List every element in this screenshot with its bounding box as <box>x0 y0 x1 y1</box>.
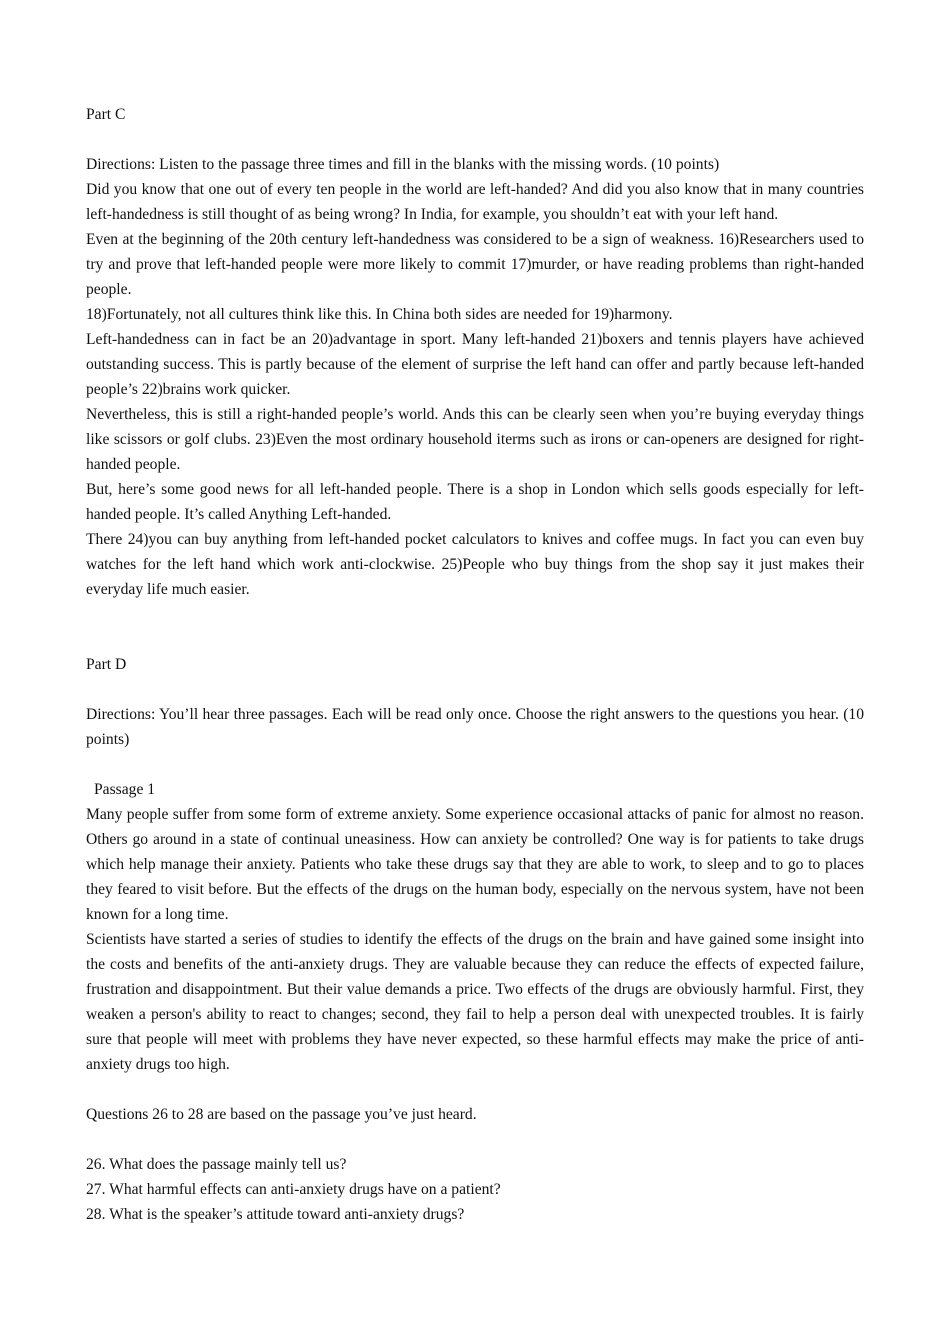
spacer <box>86 1127 864 1152</box>
spacer <box>86 602 864 652</box>
passage-1-paragraph: Many people suffer from some form of extreme anxiety. Some experience occasional attacks of panic for almost no reason. Others go around in a state of continual uneasiness. How can anxiety be controlled? One way is for patients to take drugs which help manage their anxiety. Patients who take these drugs say that they are able to work, to sleep and to go to places they feared to visit before. But the effects of the drugs on the human body, especially on the nervous system, have not been known for a long time. <box>86 806 864 923</box>
passage-1-title: Passage 1 <box>94 781 156 798</box>
part-c-paragraph: Did you know that one out of every ten people in the world are left-handed? And did you also know that in many countries left-handedness is still thought of as being wrong? In India, for example, you shouldn’t eat with your left hand. <box>86 181 864 223</box>
part-c-heading: Part C <box>86 106 126 123</box>
passage-1-paragraph: Scientists have started a series of studies to identify the effects of the drugs on the brain and have gained some insight into the costs and benefits of the anti-anxiety drugs. They are valuable because they can reduce the effects of expected failure, frustration and disappointment. But their value demands a price. Two effects of the drugs are obviously harmful. First, they weaken a person's ability to react to changes; second, they fail to help a person deal with unexpected troubles. It is fairly sure that people will meet with problems they have never expected, so these harmful effects may make the price of anti-anxiety drugs too high. <box>86 931 864 1073</box>
part-d-directions: Directions: You’ll hear three passages. Each will be read only once. Choose the right answers to the questions you hear. (10 points) <box>86 706 864 748</box>
part-c-paragraph: Nevertheless, this is still a right-handed people’s world. Ands this can be clearly seen when you’re buying everyday things like scissors or golf clubs. 23)Even the most ordinary household iterms such as irons or can-openers are designed for right-handed people. <box>86 406 864 473</box>
question-28: 28. What is the speaker’s attitude toward anti-anxiety drugs? <box>86 1206 465 1223</box>
part-c-paragraph: But, here’s some good news for all left-handed people. There is a shop in London which sells goods especially for left-handed people. It’s called Anything Left-handed. <box>86 481 864 523</box>
spacer <box>86 677 864 702</box>
part-c-paragraph: There 24)you can buy anything from left-handed pocket calculators to knives and coffee mugs. In fact you can even buy watches for the left hand which work anti-clockwise. 25)People who buy things from the shop say it just makes their everyday life much easier. <box>86 531 864 598</box>
questions-intro: Questions 26 to 28 are based on the passage you’ve just heard. <box>86 1106 477 1123</box>
part-c-directions: Directions: Listen to the passage three times and fill in the blanks with the missing words. (10 points) <box>86 156 720 173</box>
part-c-paragraph: Even at the beginning of the 20th century left-handedness was considered to be a sign of weakness. 16)Researchers used to try and prove that left-handed people were more likely to commit 17)murder, or have reading problems than right-handed people. <box>86 231 864 298</box>
question-26: 26. What does the passage mainly tell us? <box>86 1156 347 1173</box>
part-d-heading: Part D <box>86 656 127 673</box>
question-27: 27. What harmful effects can anti-anxiety drugs have on a patient? <box>86 1181 501 1198</box>
spacer <box>86 1077 864 1102</box>
spacer <box>86 752 864 777</box>
document-page <box>86 102 864 1227</box>
spacer <box>86 127 864 152</box>
part-c-paragraph: Left-handedness can in fact be an 20)advantage in sport. Many left-handed 21)boxers and tennis players have achieved outstanding success. This is partly because of the element of surprise the left hand can offer and partly because left-handed people’s 22)brains work quicker. <box>86 331 864 398</box>
part-c-paragraph: 18)Fortunately, not all cultures think like this. In China both sides are needed for 19)harmony. <box>86 306 673 323</box>
